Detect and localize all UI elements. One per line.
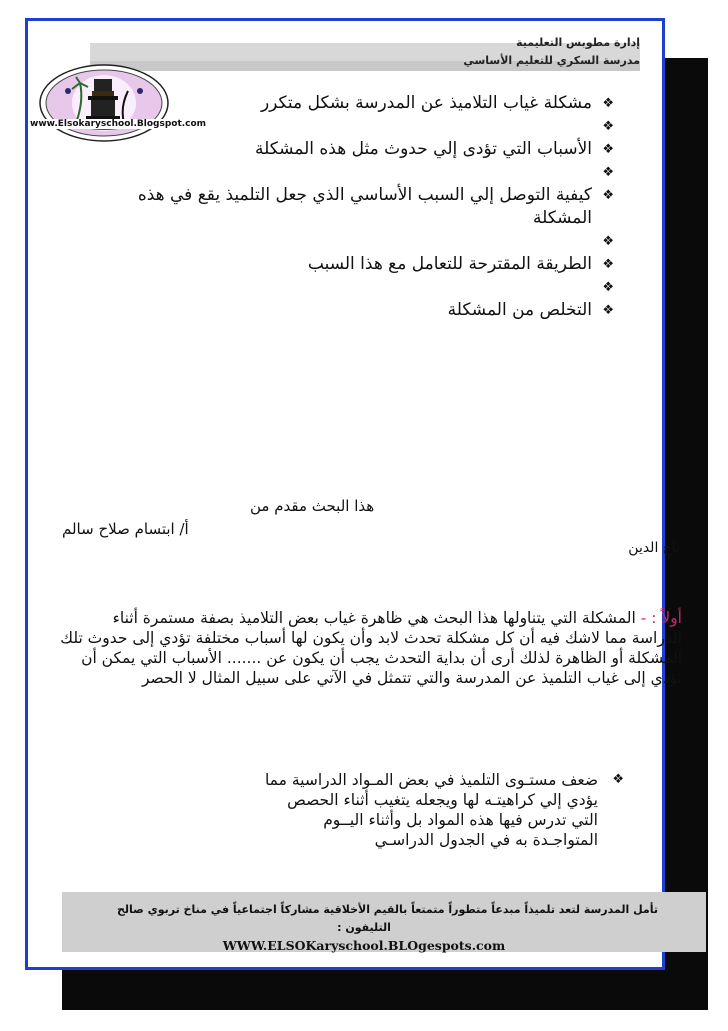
footer-phone: التليفون : (337, 921, 391, 934)
section-label: أولاً : - (640, 609, 682, 627)
cause-item (258, 770, 624, 850)
diamond-bullet-icon: ❖ (602, 303, 614, 318)
author-intro: هذا البحث مقدم من (250, 497, 375, 515)
topic-item (74, 184, 614, 230)
header-school: مدرسة السكري للتعليم الأساسي (463, 54, 640, 67)
topic-item (74, 299, 614, 322)
body-paragraph (58, 608, 682, 688)
diamond-bullet-icon: ❖ (602, 96, 614, 111)
topic-text: الطريقة المقترحة للتعامل مع هذا السبب (307, 254, 592, 274)
footer-website: WWW.ELSOKaryschool.BLOgespots.com (222, 938, 506, 953)
diamond-bullet-icon: ❖ (602, 234, 614, 249)
topic-text: مشكلة غياب التلاميذ عن المدرسة بشكل متكرر (260, 93, 592, 113)
topic-item (74, 253, 614, 276)
diamond-bullet-icon: ❖ (602, 188, 614, 203)
footer-motto: تأمل المدرسة لتعد تلميذاً مبدعاً متطوراً متمتعاً بالقيم الأخلاقية مشاركاً اجتماعياً في مناخ تربوي صالح (116, 903, 658, 916)
author-name: أ/ ابتسام صلاح سالم (62, 520, 189, 538)
topic-text: الأسباب التي تؤدى إلي حدوث مثل هذه المشكلة (254, 139, 592, 159)
topic-item (74, 230, 614, 253)
school-logo (36, 61, 172, 147)
diamond-bullet-icon: ❖ (602, 142, 614, 157)
diamond-bullet-icon: ❖ (602, 165, 614, 180)
topic-text: التخلص من المشكلة (447, 300, 592, 320)
topic-item (74, 161, 614, 184)
topic-text: كيفية التوصل إلي السبب الأساسي الذي جعل التلميذ يقع في هذه المشكلة (137, 185, 592, 228)
topic-item (74, 276, 614, 299)
diamond-bullet-icon: ❖ (602, 119, 614, 134)
header-directorate: إدارة مطوبس التعليمية (516, 36, 640, 49)
paragraph-text: المشكلة التي يتناولها هذا البحث هي ظاهرة غياب بعض التلاميذ بصفة مستمرة أثناء الدراسة مما لاشك فيه أن كل مشكلة تحدث لابد وأن يكون لها أسباب مختلفة تؤدي إلى حدوث تلك المشكلة أو الظاهرة لذلك أرى أن بداية التحدث يجب أن يكون عن ....... الأسباب التي يمكن أن تؤدي إلى غياب التلميذ عن المدرسة والتي تتمثل في الآتي على سبيل المثال لا الحصر (60, 609, 682, 687)
logo-url-text: www.Elsokaryschool.Blogspot.com (30, 119, 207, 129)
diamond-bullet-icon: ❖ (612, 772, 624, 787)
diamond-bullet-icon: ❖ (602, 257, 614, 272)
cause-text: ضعف مستـوى التلميذ في بعض المـواد الدراسية مما يؤدي إلي كراهيتـه لها ويجعله يتغيب أثناء الحصص التي تدرس فيها هذه المواد بل وأثناء اليــوم المتواجـدة به في الجدول الدراسـي (264, 771, 598, 849)
diamond-bullet-icon: ❖ (602, 280, 614, 295)
author-name-tail: تاج الدين (628, 540, 680, 556)
